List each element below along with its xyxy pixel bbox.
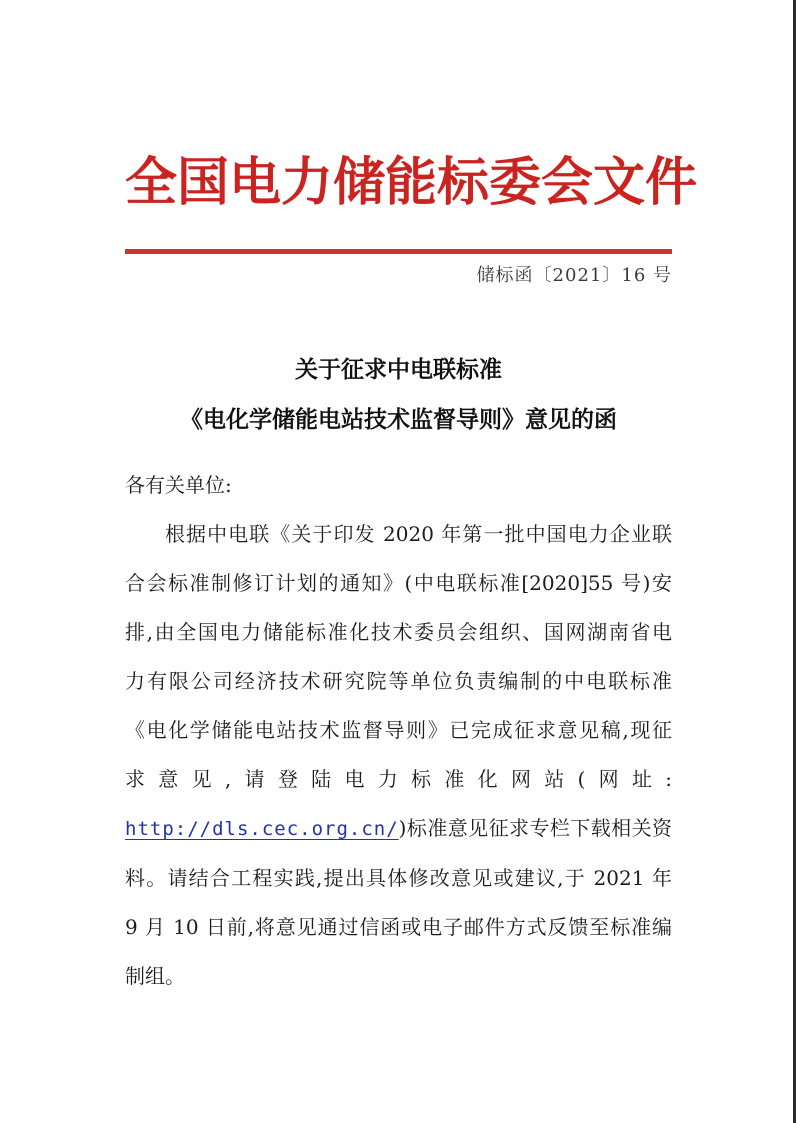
body-line: 料。请结合工程实践,提出具体修改意见或建议,于 2021 年	[125, 866, 672, 890]
body-paragraph	[125, 510, 672, 1001]
document-title	[125, 345, 672, 445]
body-line: 制组。	[125, 964, 185, 988]
body-line: 根据中电联《关于印发 2020 年第一批中国电力企业联	[165, 522, 672, 546]
letterhead-divider	[125, 249, 672, 254]
body-line: 排,由全国电力储能标准化技术委员会组织、国网湖南省电	[125, 620, 672, 644]
body-line: 力有限公司经济技术研究院等单位负责编制的中电联标准	[125, 669, 672, 693]
document-number: 储标函〔2021〕16 号	[476, 265, 672, 286]
body-line: 求意见,请登陆电力标准化网站(网址:	[125, 767, 672, 791]
letterhead-title: 全国电力储能标委会文件	[125, 152, 698, 213]
body-line-with-link	[125, 804, 672, 854]
document-title-line-2: 《电化学储能电站技术监督导则》意见的函	[180, 407, 617, 433]
document-content-column	[125, 0, 698, 1001]
document-title-line-1: 关于征求中电联标准	[295, 357, 502, 383]
body-line: 9 月 10 日前,将意见通过信函或电子邮件方式反馈至标准编	[125, 915, 672, 939]
body-line: 合会标准制修订计划的通知》(中电联标准[2020]55 号)安	[125, 571, 672, 595]
cec-standards-link[interactable]: http://dls.cec.org.cn/	[125, 818, 399, 840]
body-line: 《电化学储能电站技术监督导则》已完成征求意见稿,现征	[125, 718, 672, 742]
body-line-link-rest: )标准意见征求专栏下载相关资	[398, 816, 672, 840]
salutation: 各有关单位:	[125, 473, 232, 497]
